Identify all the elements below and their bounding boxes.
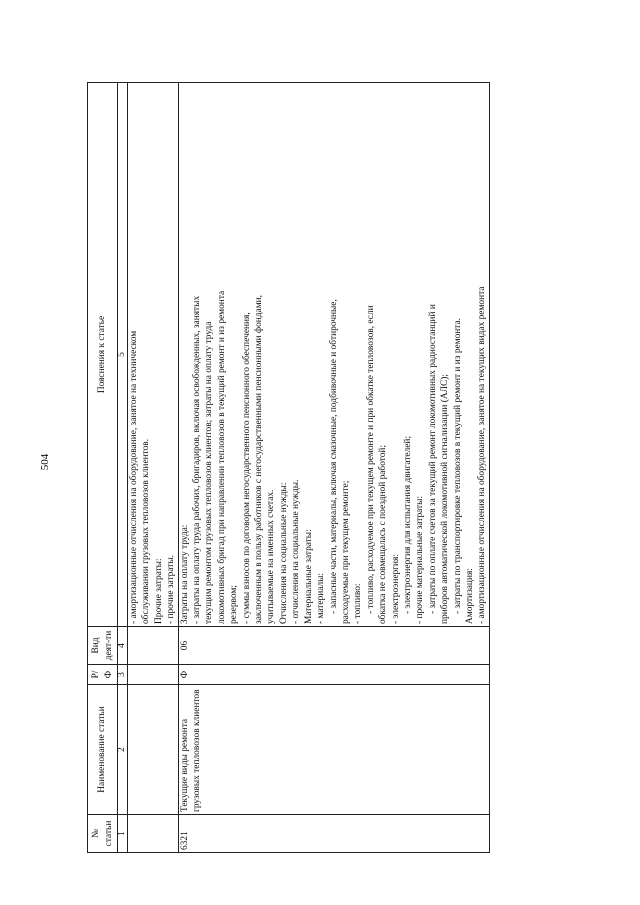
explanation-line: Затраты на оплату труда: bbox=[179, 524, 190, 624]
explanation-line: обслуживании грузовых тепловозов клиентов. bbox=[141, 438, 152, 624]
header-rf: Р/ Ф bbox=[88, 665, 118, 685]
header-article-number: № статьи bbox=[88, 815, 118, 853]
articles-table bbox=[87, 82, 490, 853]
explanation-line: Амортизация: bbox=[464, 568, 475, 624]
explanation-line: - материалы: bbox=[316, 572, 327, 624]
header-row bbox=[88, 83, 118, 853]
explanation-line: учитываемые на именных счетах. bbox=[266, 489, 277, 624]
explanation-line: Отчисления на социальные нужды: bbox=[278, 482, 289, 624]
article-rf bbox=[128, 665, 179, 685]
table-row bbox=[128, 83, 179, 853]
column-numbers-row bbox=[118, 83, 128, 853]
column-number: 1 bbox=[118, 815, 128, 853]
explanation-line: заключенным в пользу работников с негосударственными пенсионными фондами, bbox=[254, 295, 265, 624]
explanation-line: - амортизационные отчисления на оборудование, занятое на текущих видах ремонта bbox=[477, 286, 488, 624]
table-row bbox=[178, 83, 489, 853]
page-number: 504 bbox=[39, 453, 51, 471]
explanation-line: текущим ремонтом грузовых тепловозов клиентов; затраты на оплату труда bbox=[204, 321, 215, 624]
article-explanation bbox=[178, 83, 489, 627]
article-explanation bbox=[128, 83, 179, 627]
article-name: Текущие виды ремонта грузовых тепловозов клиентов bbox=[178, 685, 489, 815]
column-number: 3 bbox=[118, 665, 128, 685]
article-activity-type bbox=[128, 627, 179, 665]
article-rf: Ф bbox=[178, 665, 489, 685]
article-activity-type: 06 bbox=[178, 627, 489, 665]
explanation-line: обкатка не совмещалась с поездной работой; bbox=[378, 444, 389, 624]
article-code bbox=[128, 815, 179, 853]
article-code: 6321 bbox=[178, 815, 489, 853]
column-number: 5 bbox=[118, 83, 128, 627]
explanation-line: приборов автоматической локомотивной сигнализации (АЛС); bbox=[440, 374, 451, 624]
explanation-line: - отчисления на социальные нужды. bbox=[291, 479, 302, 624]
explanation-line: Прочие затраты: bbox=[153, 558, 164, 624]
column-number: 2 bbox=[118, 685, 128, 815]
explanation-line: - топливо: bbox=[353, 583, 364, 624]
rotated-table-container bbox=[87, 83, 559, 853]
explanation-line: - затраты на оплату труда рабочих, бригадиров, включая освобожденных, занятых bbox=[192, 295, 203, 624]
header-explanations: Пояснения к статье bbox=[88, 83, 118, 627]
column-number: 4 bbox=[118, 627, 128, 665]
header-activity-type: Вид деят-ти bbox=[88, 627, 118, 665]
explanation-line: - затраты по оплате счетов за текущий ремонт локомотивных радиостанций и bbox=[427, 304, 438, 614]
explanation-line: - суммы взносов по договорам негосударственного пенсионного обеспечения, bbox=[241, 312, 252, 624]
explanation-line: - запасные части, материалы, включая смазочные, подбивочные и обтирочные, bbox=[328, 299, 339, 614]
explanation-line: - амортизационные отчисления на оборудование, занятое на техническом bbox=[129, 330, 139, 624]
explanation-line: - электроэнергия для испытания двигателей; bbox=[402, 435, 413, 614]
explanation-line: - электроэнергия: bbox=[390, 554, 401, 624]
article-name bbox=[128, 685, 179, 815]
header-article-name: Наименование статьи bbox=[88, 685, 118, 815]
explanation-line: - топливо, расходуемое при текущем ремонте и при обкатке тепловозов, если bbox=[365, 305, 376, 614]
explanation-line: Материальные затраты: bbox=[303, 529, 314, 624]
explanation-line: - прочие затраты. bbox=[166, 554, 177, 624]
explanation-line: резервом; bbox=[229, 585, 240, 624]
explanation-line: - прочие материальные затраты: bbox=[415, 495, 426, 624]
explanation-line: - затраты по транспортировке тепловозов в текущий ремонт и из ремонта. bbox=[452, 317, 463, 614]
explanation-line: локомотивных бригад при направлении тепловозов в текущий ремонт и из ремонта bbox=[216, 290, 227, 624]
explanation-line: расходуемые при текущем ремонте; bbox=[340, 480, 351, 624]
